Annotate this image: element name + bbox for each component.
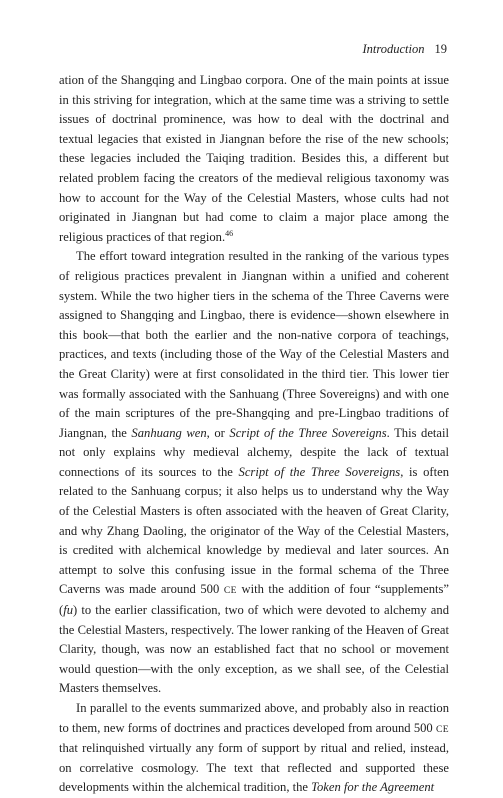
text-run: . This detail not only explains why medieval alchemy, despite the lack of textual connections of its sources to the: [59, 425, 450, 479]
italic-title: Script of the Three Sovereigns: [238, 464, 401, 479]
era-abbrev: CE: [223, 585, 237, 597]
text-run: ) to the earlier classification, two of which were devoted to alchemy and the Celestial Masters, respectively. The lower ranking of the Heaven of Great Clarity, though, was now an established fact that no school or movement would question—with the only exception, as we shall see, of the Celestial Masters themselves.: [59, 603, 449, 696]
era-abbrev: CE: [435, 723, 449, 735]
italic-title: Sanhuang wen: [131, 425, 207, 440]
running-head-title: Introduction: [362, 42, 425, 56]
italic-title: Script of the Three Sovereigns: [229, 425, 387, 440]
text-run: with the addition of four “supplements” (: [59, 582, 449, 618]
paragraph-2: [59, 247, 449, 699]
paragraph-1: [59, 71, 449, 247]
body-text: [59, 71, 449, 798]
footnote-ref: 46: [225, 228, 234, 238]
text-run: ation of the Shangqing and Lingbao corpora. One of the main points at issue in this striving for integration, which at the same time was a striving to settle issues of doctrinal prominence, was how to deal with the doctrinal and textual legacies that existed in Jiangnan before the rise of the new schools; these legacies included the Taiqing tradition. Besides this, a different but related problem facing the creators of the medieval religious taxonomy was how to account for the Way of the Celestial Masters, whose cults had not originated in Jiangnan but had come to claim a major place among the religious practices of that region.: [59, 73, 449, 244]
text-run: The effort toward integration resulted in the ranking of the various types of religious practices prevalent in Jiangnan within a unified and coherent system. While the two higher tiers in the schema of the Three Caverns were assigned to Shangqing and Lingbao, there is evidence—shown elsewhere in this book—that both the earlier and the non-native corpora of teachings, practices, and texts (including those of the Way of the Celestial Masters and the Great Clarity) were at first consolidated in the third tier. This lower tier was formally associated with the Sanhuang (Three Sovereigns) and with one of the main scriptures of the pre-Shangqing and pre-Lingbao traditions of Jiangnan, the: [59, 249, 449, 440]
italic-title: Token for the Agreement: [311, 780, 435, 795]
text-run: that relinquished virtually any form of support by ritual and relied, instead, on correlative cosmology. The text that reflected and supported these developments within the alchemical tradition, the: [59, 741, 449, 795]
text-run: In parallel to the events summarized above, and probably also in reaction to them, new forms of doctrines and practices developed from around 500: [59, 701, 449, 735]
italic-title: fu: [63, 603, 73, 618]
text-run: , is often related to the Sanhuang corpus; it also helps us to understand why the Way of the Celestial Masters is often associated with the heaven of Great Clarity, and why Zhang Daoling, the originator of the Way of the Celestial Masters, is credited with alchemical knowledge by medieval and later sources. An attempt to solve this confusing issue in the formal schema of the Three Caverns was made around 500: [59, 464, 449, 597]
paragraph-3: [59, 699, 449, 798]
page-number: 19: [434, 42, 447, 56]
text-run: , or: [206, 425, 230, 440]
running-head: [362, 41, 447, 57]
